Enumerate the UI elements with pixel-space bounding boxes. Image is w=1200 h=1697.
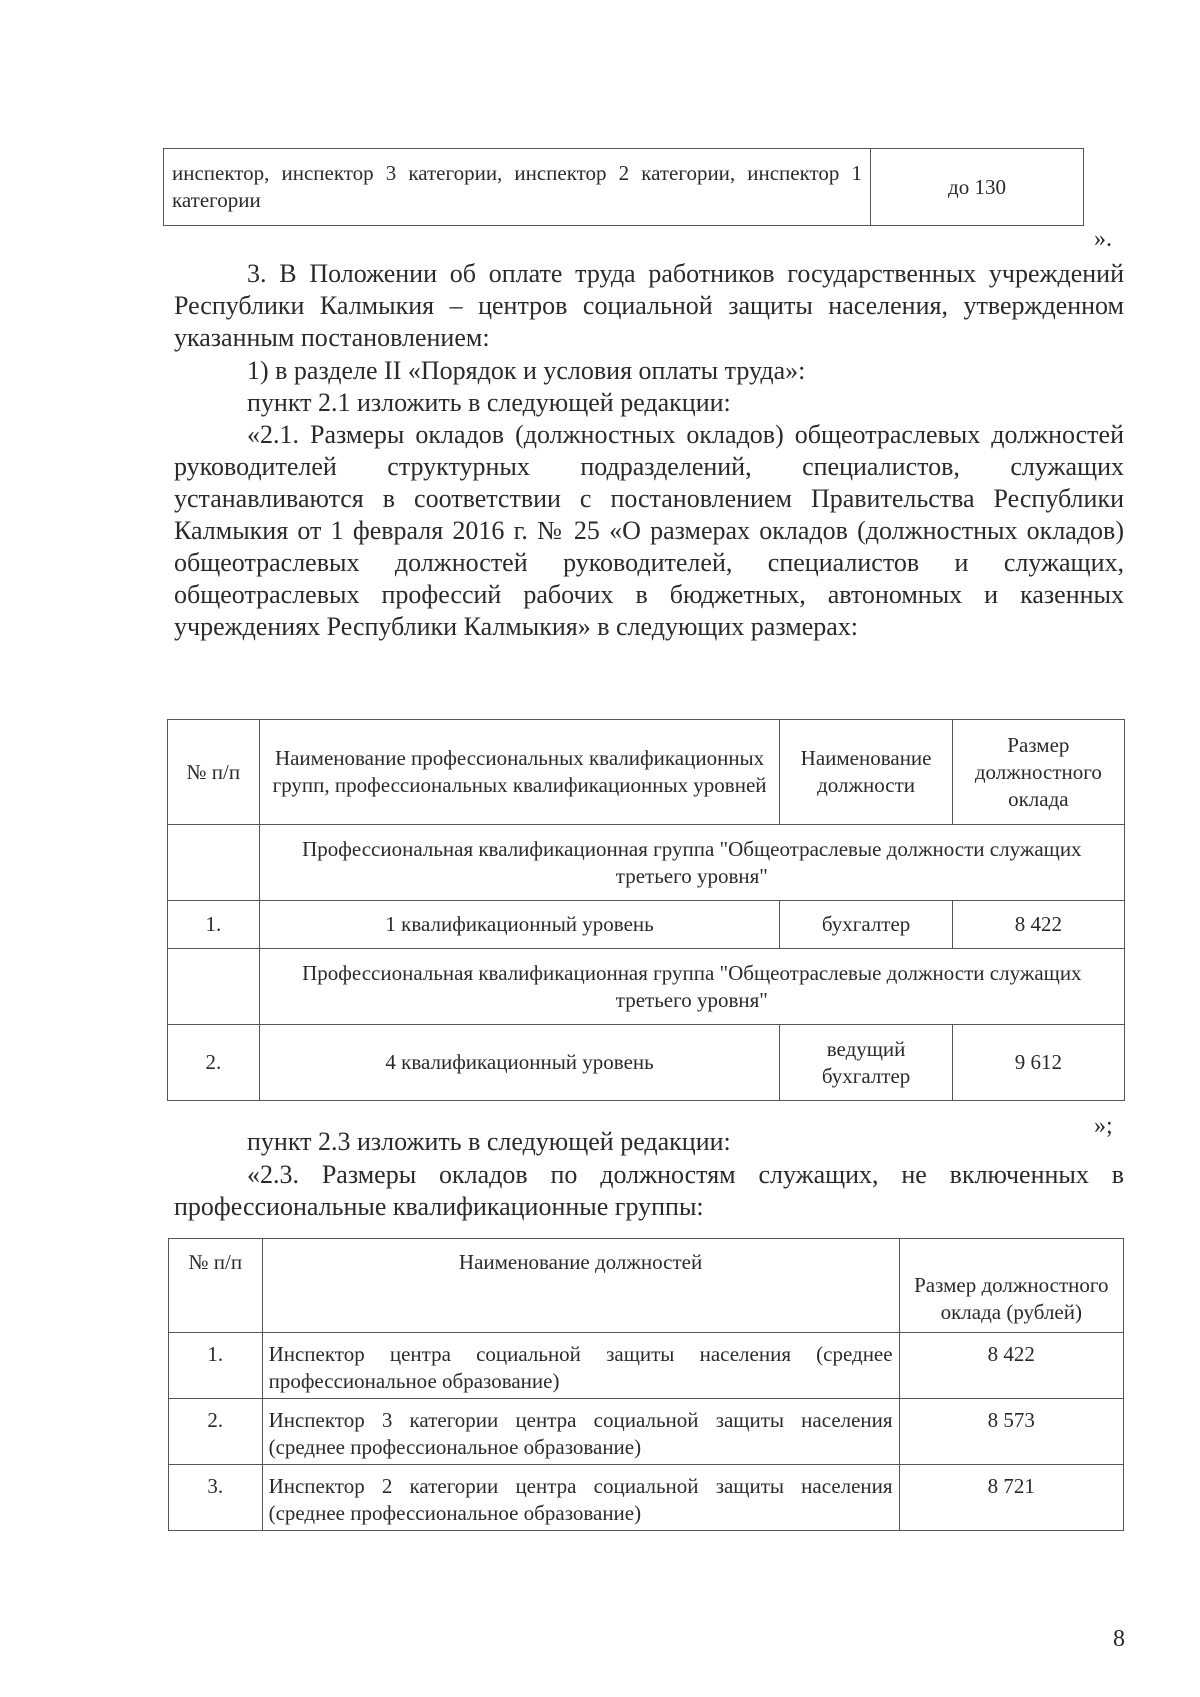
empty-cell [168,825,260,901]
row-num: 2. [169,1399,263,1465]
group-row [168,949,1125,1025]
row-num: 1. [169,1333,263,1399]
row-position: бухгалтер [780,901,952,949]
continued-salary-table [163,148,1084,226]
row-name: Инспектор центра социальной защиты населения (среднее профессиональное образование) [262,1333,899,1399]
row-salary: 8 573 [899,1399,1123,1465]
empty-cell [168,949,260,1025]
table-row [169,1465,1124,1531]
table-row [168,901,1125,949]
row-num: 2. [168,1025,260,1101]
row-num: 3. [169,1465,263,1531]
row-level: 4 квалификационный уровень [259,1025,780,1101]
header-group: Наименование профессиональных квалификационных групп, профессиональных квалификационных уровней [259,720,780,825]
section-3-intro: 3. В Положении об оплате труда работников государственных учреждений Республики Калмыкия – центров социальной защиты населения, утвержденном указанным постановлением: [174,259,1124,352]
section-3-item-2: пункт 2.1 изложить в следующей редакции: [247,388,731,417]
header-position: Наименование должности [780,720,952,825]
group-title: Профессиональная квалификационная группа "Общеотраслевые должности служащих третьего уровня" [259,825,1124,901]
employee-salary-table [168,1238,1124,1531]
qualification-salary-table [167,719,1125,1101]
header-name: Наименование должностей [262,1239,899,1333]
page-number: 8 [1113,1626,1125,1652]
row-num: 1. [168,901,260,949]
row-salary: 9 612 [952,1025,1124,1101]
quote-closer: »; [1094,1113,1113,1139]
row-salary: 8 721 [899,1465,1123,1531]
table-header-row [168,720,1125,825]
row-level: 1 квалификационный уровень [259,901,780,949]
row-salary: 8 422 [899,1333,1123,1399]
position-name-cell: инспектор, инспектор 3 категории, инспектор 2 категории, инспектор 1 категории [164,149,871,226]
header-num: № п/п [169,1239,263,1333]
group-row [168,825,1125,901]
row-salary: 8 422 [952,901,1124,949]
quote-closer: ». [1094,226,1112,252]
table-row [164,149,1084,226]
paragraph-2-3: «2.3. Размеры окладов по должностям служащих, не включенных в профессиональные квалификационные группы: [174,1160,1124,1221]
table-header-row [169,1239,1124,1333]
table-row [169,1399,1124,1465]
table-row [168,1025,1125,1101]
row-name: Инспектор 3 категории центра социальной защиты населения (среднее профессиональное образование) [262,1399,899,1465]
row-name: Инспектор 2 категории центра социальной защиты населения (среднее профессиональное образование) [262,1465,899,1531]
header-num: № п/п [168,720,260,825]
header-salary: Размер должностного оклада (рублей) [899,1239,1123,1333]
group-title: Профессиональная квалификационная группа "Общеотраслевые должности служащих третьего уровня" [259,949,1124,1025]
salary-cell: до 130 [871,149,1084,226]
paragraph-2-1: «2.1. Размеры окладов (должностных окладов) общеотраслевых должностей руководителей структурных подразделений, специалистов, служащих устанавливаются в соответствии с постановлением Правительства Республики Калмыкия от 1 февраля 2016 г. № 25 «О размерах окладов (должностных окладов) общеотраслевых должностей руководителей, специалистов и служащих, общеотраслевых профессий рабочих в бюджетных, автономных и казенных учреждениях Республики Калмыкия» в следующих размерах: [174,420,1124,641]
item-2-3: пункт 2.3 изложить в следующей редакции: [247,1127,731,1156]
row-position: ведущий бухгалтер [780,1025,952,1101]
section-3-item-1: 1) в разделе II «Порядок и условия оплаты труда»: [247,356,806,385]
header-salary: Размер должностного оклада [952,720,1124,825]
table-row [169,1333,1124,1399]
